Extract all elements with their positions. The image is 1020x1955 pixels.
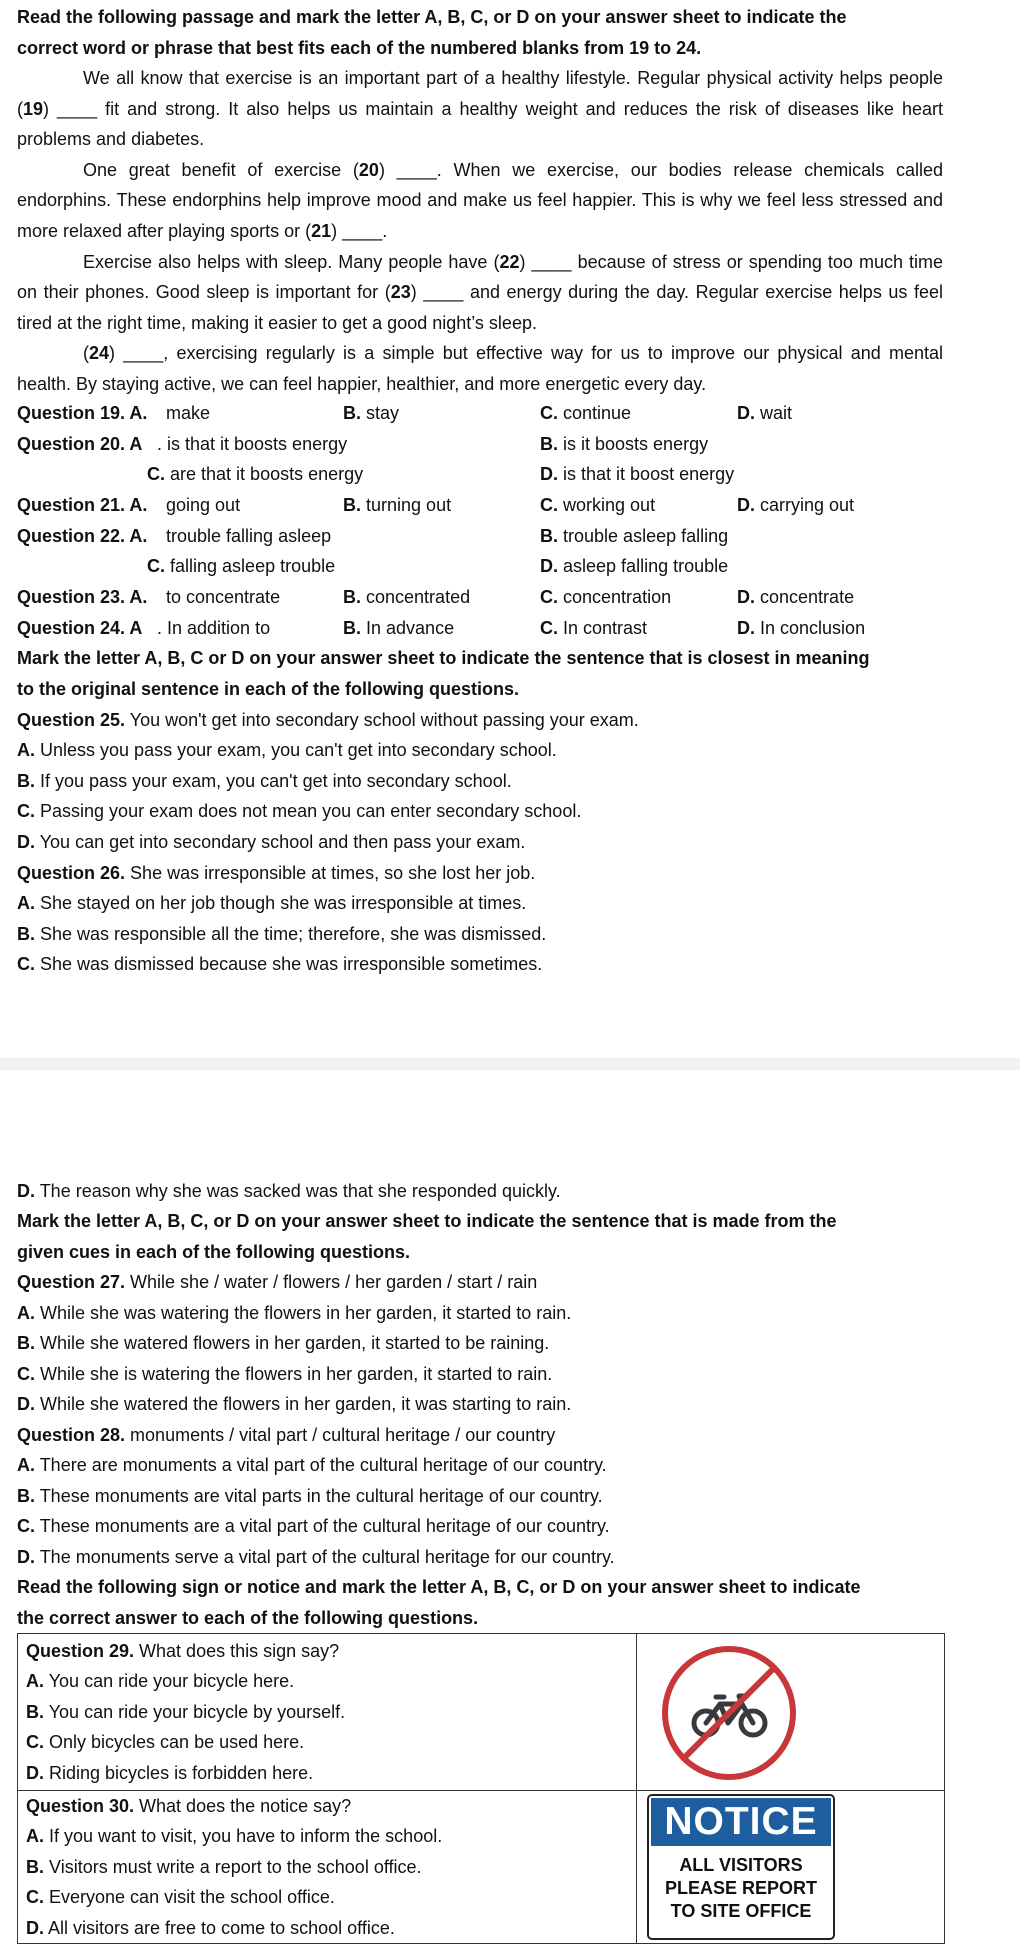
instruction-line: the correct answer to each of the following questions. [17, 1608, 479, 1628]
instruction-line: given cues in each of the following questions. [17, 1242, 411, 1262]
passage-paragraph: Exercise also helps with sleep. Many people have (22) ____ because of stress or spending too much time on their phones. Good sleep is important for (23) ____ and energy during the day. Regular exercise helps us feel tired at the right time, making it easier to get a good night’s sleep. [17, 251, 944, 333]
option-c: C. Everyone can visit the school office. [26, 1887, 335, 1907]
option-c: C. are that it boosts energy [147, 464, 364, 484]
option-b: B. These monuments are vital parts in the cultural heritage of our country. [17, 1486, 603, 1506]
signs-table [17, 1633, 945, 1944]
option-b: B. turning out [343, 495, 452, 515]
passage-paragraph: (24) ____, exercising regularly is a simple but effective way for us to improve our physical and mental health. By staying active, we can feel happier, healthier, and more energetic every day. [17, 343, 943, 394]
option-a: A. You can ride your bicycle here. [26, 1671, 295, 1691]
option-d: D. The reason why she was sacked was that she responded quickly. [17, 1181, 561, 1201]
option-d: D. wait [737, 403, 793, 423]
instruction-line: Read the following sign or notice and mark the letter A, B, C, or D on your answer sheet to indicate [17, 1577, 861, 1597]
option-d: D. While she watered the flowers in her garden, it was starting to rain. [17, 1394, 572, 1414]
option-d: D. Riding bicycles is forbidden here. [26, 1763, 314, 1783]
option-c: C. continue [540, 403, 632, 423]
table-row [18, 1790, 944, 1943]
option-b: B. concentrated [343, 587, 471, 607]
option-d: D. is that it boost energy [540, 464, 735, 484]
option-a: A. There are monuments a vital part of the cultural heritage of our country. [17, 1455, 607, 1475]
question-stem: Question 28. monuments / vital part / cultural heritage / our country [17, 1425, 556, 1445]
page-break [0, 1058, 1020, 1070]
question-label: Question 23. A. [17, 587, 148, 607]
instruction-line: Mark the letter A, B, C or D on your answer sheet to indicate the sentence that is closest in meaning [17, 648, 870, 668]
passage [17, 63, 943, 400]
notice-sign [647, 1794, 835, 1940]
option-c: C. These monuments are a vital part of the cultural heritage of our country. [17, 1516, 610, 1536]
option-b: B. She was responsible all the time; therefore, she was dismissed. [17, 924, 547, 944]
option-c: C. working out [540, 495, 656, 515]
option-b: B. trouble asleep falling [540, 526, 729, 546]
question-stem: Question 27. While she / water / flowers / her garden / start / rain [17, 1272, 538, 1292]
instruction-line: Read the following passage and mark the letter A, B, C, or D on your answer sheet to indicate the [17, 7, 847, 27]
option-a: A. While she was watering the flowers in her garden, it started to rain. [17, 1303, 572, 1323]
instruction-line: Mark the letter A, B, C, or D on your answer sheet to indicate the sentence that is made from the [17, 1211, 837, 1231]
instruction-line: correct word or phrase that best fits each of the numbered blanks from 19 to 24. [17, 38, 702, 58]
question-stem: Question 30. What does the notice say? [26, 1796, 352, 1816]
option-a: trouble falling asleep [166, 526, 332, 546]
question-stem: Question 25. You won't get into secondary school without passing your exam. [17, 710, 639, 730]
option-a: to concentrate [166, 587, 281, 607]
no-bicycle-sign [656, 1640, 802, 1786]
option-c: C. Passing your exam does not mean you can enter secondary school. [17, 801, 582, 821]
option-c: C. She was dismissed because she was irresponsible sometimes. [17, 954, 543, 974]
question-label: Question 19. A. [17, 403, 148, 423]
option-a: . is that it boosts energy [157, 434, 348, 454]
notice-header: NOTICE [651, 1798, 831, 1846]
option-c: C. While she is watering the flowers in her garden, it started to rain. [17, 1364, 553, 1384]
option-b: B. You can ride your bicycle by yourself. [26, 1702, 346, 1722]
question-label: Question 21. A. [17, 495, 148, 515]
option-a: A. She stayed on her job though she was irresponsible at times. [17, 893, 527, 913]
option-a: . In addition to [157, 618, 271, 638]
option-d: D. In conclusion [737, 618, 866, 638]
question-stem: Question 29. What does this sign say? [26, 1641, 340, 1661]
question-label: Question 20. A [17, 434, 143, 454]
notice-body: ALL VISITORS PLEASE REPORT TO SITE OFFICE [664, 1855, 818, 1921]
option-d: D. concentrate [737, 587, 855, 607]
instruction-line: to the original sentence in each of the following questions. [17, 679, 520, 699]
option-c: C. In contrast [540, 618, 648, 638]
question-cell [18, 1791, 637, 1943]
option-a: going out [166, 495, 241, 515]
question-cell [18, 1634, 637, 1790]
question-label: Question 22. A. [17, 526, 148, 546]
question-stem: Question 26. She was irresponsible at times, so she lost her job. [17, 863, 536, 883]
passage-paragraph: One great benefit of exercise (20) ____. When we exercise, our bodies release chemicals called endorphins. These endorphins help improve mood and make us feel happier. This is why we feel less stressed and more relaxed after playing sports or (21) ____. [17, 159, 943, 241]
option-a: A. If you want to visit, you have to inform the school. [26, 1826, 443, 1846]
option-b: B. While she watered flowers in her garden, it started to be raining. [17, 1333, 550, 1353]
option-d: D. asleep falling trouble [540, 556, 729, 576]
option-b: B. In advance [343, 618, 455, 638]
option-d: D. The monuments serve a vital part of the cultural heritage for our country. [17, 1547, 615, 1567]
option-a: make [166, 403, 211, 423]
option-d: D. You can get into secondary school and then pass your exam. [17, 832, 526, 852]
option-d: D. All visitors are free to come to school office. [26, 1918, 395, 1938]
option-c: C. concentration [540, 587, 672, 607]
table-row [18, 1634, 944, 1790]
option-b: B. stay [343, 403, 400, 423]
option-b: B. If you pass your exam, you can't get into secondary school. [17, 771, 512, 791]
option-b: B. is it boosts energy [540, 434, 709, 454]
question-label: Question 24. A [17, 618, 143, 638]
option-c: C. Only bicycles can be used here. [26, 1732, 305, 1752]
option-d: D. carrying out [737, 495, 855, 515]
option-a: A. Unless you pass your exam, you can't get into secondary school. [17, 740, 557, 760]
option-c: C. falling asleep trouble [147, 556, 336, 576]
option-b: B. Visitors must write a report to the school office. [26, 1857, 422, 1877]
passage-paragraph: We all know that exercise is an important part of a healthy lifestyle. Regular physical activity helps people (19) ____ fit and strong. It also helps us maintain a healthy weight and reduces the risk of diseases like heart problems and diabetes. [17, 68, 943, 150]
